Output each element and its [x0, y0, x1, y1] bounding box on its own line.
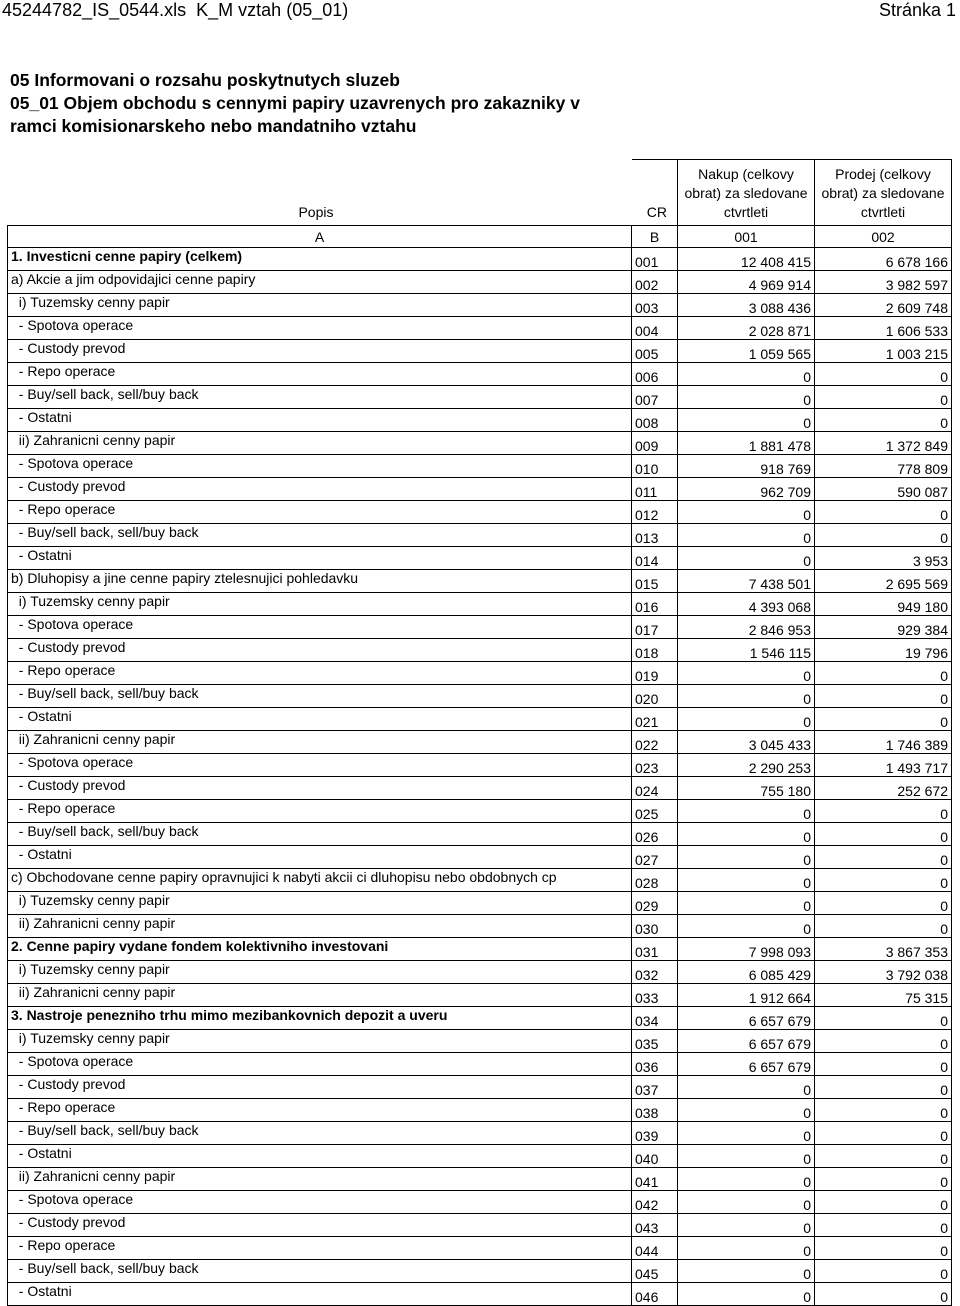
- row-code: 043: [632, 1214, 678, 1237]
- table-row: [8, 961, 952, 984]
- row-code: 019: [632, 662, 678, 685]
- row-label: ii) Zahranicni cenny papir: [8, 1168, 632, 1191]
- table-row: [8, 271, 952, 294]
- table-row: [8, 1168, 952, 1191]
- row-prodej-value: 0: [815, 1283, 952, 1306]
- row-prodej-value: 0: [815, 1145, 952, 1168]
- row-nakup-value: 0: [678, 1214, 815, 1237]
- row-code: 037: [632, 1076, 678, 1099]
- row-nakup-value: 7 998 093: [678, 938, 815, 961]
- row-nakup-value: 3 045 433: [678, 731, 815, 754]
- row-label: - Custody prevod: [8, 1214, 632, 1237]
- row-prodej-value: 1 606 533: [815, 317, 952, 340]
- row-nakup-value: 6 657 679: [678, 1007, 815, 1030]
- column-header-cr: CR: [632, 160, 678, 226]
- row-code: 022: [632, 731, 678, 754]
- table-row: [8, 1214, 952, 1237]
- column-header-nakup: Nakup (celkovy obrat) za sledovane ctvrtleti: [678, 160, 815, 226]
- row-nakup-value: 7 438 501: [678, 570, 815, 593]
- row-nakup-value: 0: [678, 501, 815, 524]
- row-prodej-value: 929 384: [815, 616, 952, 639]
- row-prodej-value: 0: [815, 892, 952, 915]
- table-row: [8, 616, 952, 639]
- row-prodej-value: 0: [815, 1122, 952, 1145]
- row-nakup-value: 0: [678, 662, 815, 685]
- row-label: - Spotova operace: [8, 317, 632, 340]
- row-code: 004: [632, 317, 678, 340]
- row-prodej-value: 778 809: [815, 455, 952, 478]
- row-prodej-value: 0: [815, 708, 952, 731]
- table-row: [8, 731, 952, 754]
- row-prodej-value: 1 746 389: [815, 731, 952, 754]
- row-code: 008: [632, 409, 678, 432]
- row-code: 036: [632, 1053, 678, 1076]
- row-nakup-value: 0: [678, 1283, 815, 1306]
- row-label: b) Dluhopisy a jine cenne papiry ztelesnujici pohledavku: [8, 570, 632, 593]
- row-prodej-value: 0: [815, 662, 952, 685]
- row-nakup-value: 4 969 914: [678, 271, 815, 294]
- row-label: - Ostatni: [8, 1145, 632, 1168]
- row-label: - Repo operace: [8, 1237, 632, 1260]
- row-nakup-value: 962 709: [678, 478, 815, 501]
- table-row: [8, 340, 952, 363]
- row-prodej-value: 590 087: [815, 478, 952, 501]
- row-prodej-value: 3 867 353: [815, 938, 952, 961]
- row-code: 016: [632, 593, 678, 616]
- row-nakup-value: 0: [678, 409, 815, 432]
- row-code: 006: [632, 363, 678, 386]
- row-label: - Custody prevod: [8, 1076, 632, 1099]
- row-prodej-value: 1 003 215: [815, 340, 952, 363]
- row-code: 023: [632, 754, 678, 777]
- table-row: [8, 1283, 952, 1306]
- row-nakup-value: 1 059 565: [678, 340, 815, 363]
- row-code: 014: [632, 547, 678, 570]
- row-code: 035: [632, 1030, 678, 1053]
- row-nakup-value: 0: [678, 708, 815, 731]
- row-label: - Custody prevod: [8, 639, 632, 662]
- row-nakup-value: 3 088 436: [678, 294, 815, 317]
- row-label: - Repo operace: [8, 800, 632, 823]
- row-label: - Ostatni: [8, 409, 632, 432]
- row-code: 041: [632, 1168, 678, 1191]
- row-prodej-value: 0: [815, 800, 952, 823]
- row-nakup-value: 0: [678, 547, 815, 570]
- row-label: - Ostatni: [8, 846, 632, 869]
- column-header-row: [8, 160, 952, 226]
- row-label: - Ostatni: [8, 708, 632, 731]
- table-row: [8, 685, 952, 708]
- row-nakup-value: 0: [678, 800, 815, 823]
- table-row: [8, 1145, 952, 1168]
- page-label: Stránka 1: [878, 0, 956, 20]
- row-prodej-value: 0: [815, 869, 952, 892]
- table-body: [8, 248, 952, 1306]
- table-row: [8, 363, 952, 386]
- row-code: 028: [632, 869, 678, 892]
- row-code: 038: [632, 1099, 678, 1122]
- row-label: - Custody prevod: [8, 777, 632, 800]
- row-prodej-value: 0: [815, 1214, 952, 1237]
- row-code: 029: [632, 892, 678, 915]
- row-nakup-value: 0: [678, 386, 815, 409]
- table-row: [8, 409, 952, 432]
- row-label: - Repo operace: [8, 1099, 632, 1122]
- row-prodej-value: 3 792 038: [815, 961, 952, 984]
- row-label: ii) Zahranicni cenny papir: [8, 432, 632, 455]
- row-label: c) Obchodovane cenne papiry opravnujici k nabyti akcii ci dluhopisu nebo obdobnych cp: [8, 869, 632, 892]
- table-row: [8, 1191, 952, 1214]
- table-row: [8, 915, 952, 938]
- report-titles: [10, 69, 580, 138]
- row-nakup-value: 0: [678, 1099, 815, 1122]
- row-nakup-value: 1 881 478: [678, 432, 815, 455]
- row-code: 018: [632, 639, 678, 662]
- row-code: 020: [632, 685, 678, 708]
- row-prodej-value: 3 982 597: [815, 271, 952, 294]
- row-nakup-value: 0: [678, 823, 815, 846]
- row-nakup-value: 0: [678, 1237, 815, 1260]
- row-nakup-value: 755 180: [678, 777, 815, 800]
- row-label: i) Tuzemsky cenny papir: [8, 961, 632, 984]
- row-nakup-value: 4 393 068: [678, 593, 815, 616]
- row-code: 010: [632, 455, 678, 478]
- row-label: - Custody prevod: [8, 478, 632, 501]
- row-nakup-value: 1 546 115: [678, 639, 815, 662]
- row-code: 040: [632, 1145, 678, 1168]
- column-header-prodej: Prodej (celkovy obrat) za sledovane ctvrtleti: [815, 160, 952, 226]
- row-prodej-value: 0: [815, 524, 952, 547]
- row-nakup-value: 2 846 953: [678, 616, 815, 639]
- table-row: [8, 777, 952, 800]
- row-nakup-value: 2 028 871: [678, 317, 815, 340]
- table-row: [8, 892, 952, 915]
- table-row: [8, 501, 952, 524]
- row-prodej-value: 3 953: [815, 547, 952, 570]
- row-label: i) Tuzemsky cenny papir: [8, 892, 632, 915]
- row-label: a) Akcie a jim odpovidajici cenne papiry: [8, 271, 632, 294]
- page-header: [0, 0, 960, 24]
- table-row: [8, 708, 952, 731]
- row-code: 012: [632, 501, 678, 524]
- row-label: - Buy/sell back, sell/buy back: [8, 823, 632, 846]
- row-prodej-value: 0: [815, 1237, 952, 1260]
- row-prodej-value: 0: [815, 1053, 952, 1076]
- row-prodej-value: 0: [815, 409, 952, 432]
- row-prodej-value: 0: [815, 1007, 952, 1030]
- row-code: 030: [632, 915, 678, 938]
- row-code: 011: [632, 478, 678, 501]
- row-label: - Repo operace: [8, 363, 632, 386]
- table-row: [8, 639, 952, 662]
- row-code: 024: [632, 777, 678, 800]
- report-title-line: 05 Informovani o rozsahu poskytnutych sluzeb: [10, 70, 400, 90]
- row-code: 034: [632, 1007, 678, 1030]
- row-prodej-value: 19 796: [815, 639, 952, 662]
- row-code: 039: [632, 1122, 678, 1145]
- row-label: - Repo operace: [8, 662, 632, 685]
- table-row: [8, 938, 952, 961]
- row-label: ii) Zahranicni cenny papir: [8, 915, 632, 938]
- row-code: 009: [632, 432, 678, 455]
- row-nakup-value: 0: [678, 915, 815, 938]
- table-row: [8, 1007, 952, 1030]
- row-label: i) Tuzemsky cenny papir: [8, 593, 632, 616]
- report-title-line: ramci komisionarskeho nebo mandatniho vztahu: [10, 116, 417, 136]
- row-prodej-value: 1 493 717: [815, 754, 952, 777]
- row-nakup-value: 0: [678, 1122, 815, 1145]
- row-prodej-value: 252 672: [815, 777, 952, 800]
- row-code: 033: [632, 984, 678, 1007]
- row-label: - Repo operace: [8, 501, 632, 524]
- table-row: [8, 662, 952, 685]
- table-row: [8, 524, 952, 547]
- row-prodej-value: 0: [815, 1191, 952, 1214]
- row-nakup-value: 0: [678, 1076, 815, 1099]
- row-prodej-value: 0: [815, 1168, 952, 1191]
- column-code-a: A: [8, 226, 632, 248]
- row-code: 003: [632, 294, 678, 317]
- table-row: [8, 432, 952, 455]
- row-nakup-value: 0: [678, 846, 815, 869]
- row-code: 032: [632, 961, 678, 984]
- table-row: [8, 754, 952, 777]
- row-code: 025: [632, 800, 678, 823]
- row-code: 027: [632, 846, 678, 869]
- row-code: 017: [632, 616, 678, 639]
- table-row: [8, 869, 952, 892]
- table-row: [8, 1099, 952, 1122]
- row-prodej-value: 1 372 849: [815, 432, 952, 455]
- row-label: - Ostatni: [8, 547, 632, 570]
- row-nakup-value: 918 769: [678, 455, 815, 478]
- row-nakup-value: 0: [678, 1191, 815, 1214]
- row-prodej-value: 0: [815, 1260, 952, 1283]
- row-code: 046: [632, 1283, 678, 1306]
- row-code: 026: [632, 823, 678, 846]
- row-nakup-value: 6 657 679: [678, 1053, 815, 1076]
- row-prodej-value: 0: [815, 363, 952, 386]
- table-row: [8, 248, 952, 271]
- table-row: [8, 1076, 952, 1099]
- column-code-001: 001: [678, 226, 815, 248]
- row-nakup-value: 1 912 664: [678, 984, 815, 1007]
- table-row: [8, 1122, 952, 1145]
- table-row: [8, 386, 952, 409]
- row-prodej-value: 0: [815, 915, 952, 938]
- table-row: [8, 1053, 952, 1076]
- row-label: - Spotova operace: [8, 455, 632, 478]
- row-code: 002: [632, 271, 678, 294]
- table-row: [8, 294, 952, 317]
- table-row: [8, 846, 952, 869]
- row-label: - Spotova operace: [8, 754, 632, 777]
- row-label: i) Tuzemsky cenny papir: [8, 1030, 632, 1053]
- row-prodej-value: 0: [815, 1099, 952, 1122]
- row-nakup-value: 0: [678, 363, 815, 386]
- table-row: [8, 317, 952, 340]
- row-code: 045: [632, 1260, 678, 1283]
- row-code: 005: [632, 340, 678, 363]
- report-title-line: 05_01 Objem obchodu s cennymi papiry uzavrenych pro zakazniky v: [10, 93, 580, 113]
- row-label: - Spotova operace: [8, 616, 632, 639]
- row-code: 007: [632, 386, 678, 409]
- row-label: - Spotova operace: [8, 1191, 632, 1214]
- table-row: [8, 478, 952, 501]
- row-label: ii) Zahranicni cenny papir: [8, 731, 632, 754]
- row-label: - Custody prevod: [8, 340, 632, 363]
- row-code: 044: [632, 1237, 678, 1260]
- table-row: [8, 570, 952, 593]
- row-prodej-value: 0: [815, 846, 952, 869]
- row-label: - Spotova operace: [8, 1053, 632, 1076]
- row-label: - Buy/sell back, sell/buy back: [8, 386, 632, 409]
- row-nakup-value: 0: [678, 1260, 815, 1283]
- row-prodej-value: 0: [815, 1076, 952, 1099]
- row-prodej-value: 0: [815, 386, 952, 409]
- row-prodej-value: 75 315: [815, 984, 952, 1007]
- row-nakup-value: 2 290 253: [678, 754, 815, 777]
- row-prodej-value: 0: [815, 823, 952, 846]
- row-label: - Ostatni: [8, 1283, 632, 1306]
- column-code-row: [8, 226, 952, 248]
- row-nakup-value: 0: [678, 869, 815, 892]
- row-label: 3. Nastroje penezniho trhu mimo mezibankovnich depozit a uveru: [8, 1007, 632, 1030]
- table-row: [8, 1237, 952, 1260]
- row-prodej-value: 0: [815, 685, 952, 708]
- row-label: - Buy/sell back, sell/buy back: [8, 524, 632, 547]
- table-row: [8, 455, 952, 478]
- table-row: [8, 593, 952, 616]
- row-label: 2. Cenne papiry vydane fondem kolektivniho investovani: [8, 938, 632, 961]
- row-label: 1. Investicni cenne papiry (celkem): [8, 248, 632, 271]
- row-label: i) Tuzemsky cenny papir: [8, 294, 632, 317]
- file-title: 45244782_IS_0544.xls K_M vztah (05_01): [2, 0, 349, 20]
- table-row: [8, 547, 952, 570]
- row-nakup-value: 12 408 415: [678, 248, 815, 271]
- row-prodej-value: 949 180: [815, 593, 952, 616]
- row-code: 001: [632, 248, 678, 271]
- column-header-popis: Popis: [8, 160, 632, 226]
- row-code: 015: [632, 570, 678, 593]
- row-nakup-value: 6 657 679: [678, 1030, 815, 1053]
- row-nakup-value: 0: [678, 1145, 815, 1168]
- row-label: - Buy/sell back, sell/buy back: [8, 1260, 632, 1283]
- row-code: 013: [632, 524, 678, 547]
- table-row: [8, 1260, 952, 1283]
- table-row: [8, 984, 952, 1007]
- row-nakup-value: 6 085 429: [678, 961, 815, 984]
- column-code-b: B: [632, 226, 678, 248]
- row-code: 021: [632, 708, 678, 731]
- row-label: - Buy/sell back, sell/buy back: [8, 1122, 632, 1145]
- row-prodej-value: 0: [815, 1030, 952, 1053]
- row-label: - Buy/sell back, sell/buy back: [8, 685, 632, 708]
- row-code: 031: [632, 938, 678, 961]
- row-label: ii) Zahranicni cenny papir: [8, 984, 632, 1007]
- table-row: [8, 1030, 952, 1053]
- row-code: 042: [632, 1191, 678, 1214]
- row-prodej-value: 0: [815, 501, 952, 524]
- row-prodej-value: 2 609 748: [815, 294, 952, 317]
- row-nakup-value: 0: [678, 685, 815, 708]
- row-nakup-value: 0: [678, 1168, 815, 1191]
- table-row: [8, 800, 952, 823]
- column-code-002: 002: [815, 226, 952, 248]
- row-nakup-value: 0: [678, 892, 815, 915]
- table-row: [8, 823, 952, 846]
- row-nakup-value: 0: [678, 524, 815, 547]
- row-prodej-value: 6 678 166: [815, 248, 952, 271]
- report-table: [7, 159, 952, 1306]
- row-prodej-value: 2 695 569: [815, 570, 952, 593]
